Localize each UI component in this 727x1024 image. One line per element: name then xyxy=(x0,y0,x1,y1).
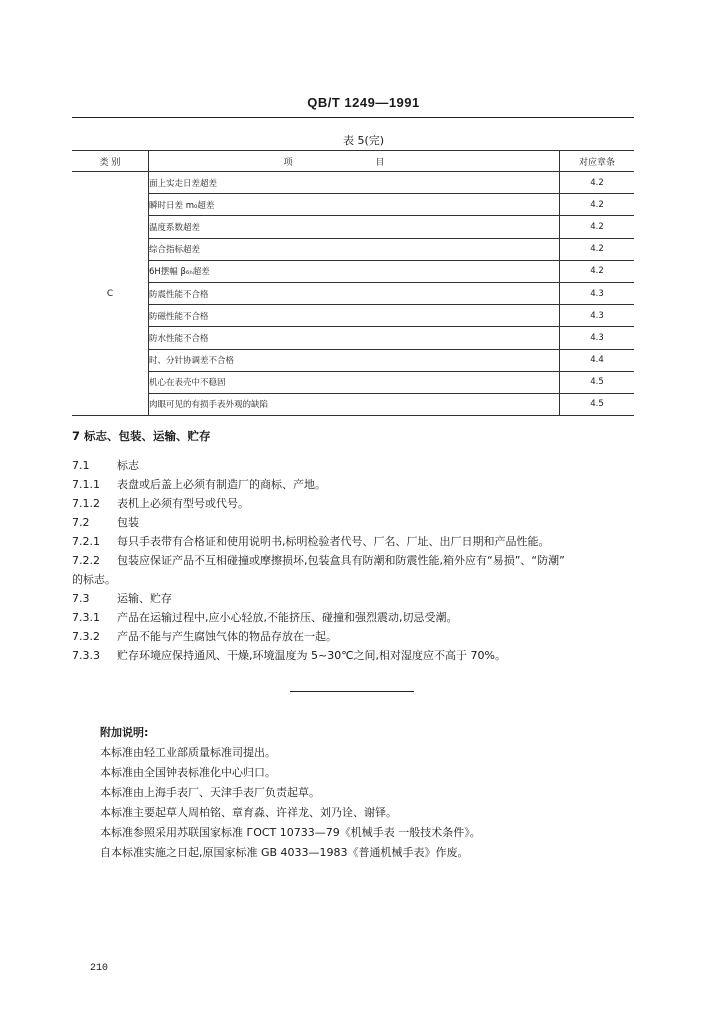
page-number: 210 xyxy=(90,963,109,974)
clause-cell: 4.3 xyxy=(560,305,635,327)
header-rule xyxy=(72,117,634,118)
clause-7-2-2 xyxy=(72,552,565,568)
table-row xyxy=(72,238,634,260)
clause-cell: 4.3 xyxy=(560,327,635,349)
table-caption: 表 5(完) xyxy=(342,134,385,147)
table-row xyxy=(72,327,634,349)
clause-text: 产品在运输过程中,应小心轻放,不能挤压、碰撞和强烈震动,切忌受潮。 xyxy=(117,611,458,624)
clause-number: 7.3.1 xyxy=(72,611,100,624)
note-line: 本标准主要起草人周柏铭、章育淼、许祥龙、刘乃诠、谢铎。 xyxy=(100,806,397,819)
item-cell: 时、分针协调差不合格 xyxy=(149,349,560,371)
table-row xyxy=(72,305,634,327)
note-line: 本标准由全国钟表标准化中心归口。 xyxy=(100,766,276,779)
item-cell: 6H摆幅 β₆ₕ超差 xyxy=(149,260,560,282)
table-row xyxy=(72,172,634,194)
table-row xyxy=(72,393,634,415)
clause-7-2-2-continuation: 的标志。 xyxy=(72,573,116,586)
clause-7-1 xyxy=(72,457,139,473)
clause-number: 7.3.3 xyxy=(72,649,100,662)
item-cell: 温度系数超差 xyxy=(149,216,560,238)
clause-cell: 4.2 xyxy=(560,194,635,216)
item-cell: 瞬时日差 m₀超差 xyxy=(149,194,560,216)
clause-cell: 4.5 xyxy=(560,371,635,393)
end-of-standard-rule xyxy=(290,691,414,692)
clause-number: 7.3 xyxy=(72,592,90,605)
clause-text: 贮存环境应保持通风、干燥,环境温度为 5~30℃之间,相对湿度应不高于 70%。 xyxy=(117,649,506,662)
note-line: 本标准由轻工业部质量标准司提出。 xyxy=(100,746,276,759)
clause-cell: 4.2 xyxy=(560,260,635,282)
item-cell: 防磁性能不合格 xyxy=(149,305,560,327)
note-line: 本标准参照采用苏联国家标准 ГОСТ 10733—79《机械手表 一般技术条件》。 xyxy=(100,826,481,839)
item-cell: 机心在表壳中不稳固 xyxy=(149,371,560,393)
item-cell: 防水性能不合格 xyxy=(149,327,560,349)
item-cell: 防震性能不合格 xyxy=(149,282,560,304)
clause-cell: 4.3 xyxy=(560,282,635,304)
clause-7-2-1 xyxy=(72,533,550,549)
clause-text: 运输、贮存 xyxy=(117,592,172,605)
clause-number: 7.1.2 xyxy=(72,497,100,510)
clause-text: 表盘或后盖上必须有制造厂的商标、产地。 xyxy=(117,478,326,491)
table-row xyxy=(72,282,634,304)
clause-number: 7.1 xyxy=(72,459,90,472)
standard-code-header: QB/T 1249—1991 xyxy=(307,95,420,110)
clause-number: 7.2 xyxy=(72,516,90,529)
clause-number: 7.2.1 xyxy=(72,535,100,548)
section-7-title: 7 标志、包装、运输、贮存 xyxy=(72,429,211,443)
table-row xyxy=(72,216,634,238)
column-header-category: 类 别 xyxy=(72,151,149,172)
clause-7-3-2 xyxy=(72,628,337,644)
table-row xyxy=(72,349,634,371)
clause-text: 每只手表带有合格证和使用说明书,标明检验者代号、厂名、厂址、出厂日期和产品性能。 xyxy=(117,535,550,548)
table-header-row xyxy=(72,151,634,172)
clause-7-1-1 xyxy=(72,476,326,492)
clause-cell: 4.2 xyxy=(560,172,635,194)
clause-7-3 xyxy=(72,590,172,606)
clause-text: 表机上必须有型号或代号。 xyxy=(117,497,249,510)
clause-text: 标志 xyxy=(117,459,139,472)
note-line: 自本标准实施之日起,原国家标准 GB 4033—1983《普通机械手表》作废。 xyxy=(100,846,469,859)
column-header-clause: 对应章条 xyxy=(560,151,635,172)
table-row xyxy=(72,371,634,393)
item-cell: 肉眼可见的有损手表外观的缺陷 xyxy=(149,393,560,415)
item-cell: 面上实走日差超差 xyxy=(149,172,560,194)
clause-number: 7.3.2 xyxy=(72,630,100,643)
clause-text: 产品不能与产生腐蚀气体的物品存放在一起。 xyxy=(117,630,337,643)
table-row xyxy=(72,194,634,216)
note-line: 本标准由上海手表厂、天津手表厂负责起草。 xyxy=(100,786,320,799)
table-row xyxy=(72,260,634,282)
clause-number: 7.2.2 xyxy=(72,554,100,567)
defect-classification-table xyxy=(72,150,634,416)
clause-7-3-3 xyxy=(72,647,506,663)
column-header-item: 项 目 xyxy=(149,151,560,172)
clause-cell: 4.5 xyxy=(560,393,635,415)
item-cell: 综合指标超差 xyxy=(149,238,560,260)
category-cell: C xyxy=(72,172,149,416)
additional-notes-title: 附加说明: xyxy=(100,726,149,739)
clause-cell: 4.2 xyxy=(560,238,635,260)
clause-text: 包装 xyxy=(117,516,139,529)
clause-7-2 xyxy=(72,514,139,530)
clause-cell: 4.4 xyxy=(560,349,635,371)
clause-number: 7.1.1 xyxy=(72,478,100,491)
clause-text: 包装应保证产品不互相碰撞或摩擦损坏,包装盒具有防潮和防震性能,箱外应有“易损”、“防潮” xyxy=(117,554,565,567)
clause-7-1-2 xyxy=(72,495,249,511)
clause-7-3-1 xyxy=(72,609,458,625)
clause-cell: 4.2 xyxy=(560,216,635,238)
